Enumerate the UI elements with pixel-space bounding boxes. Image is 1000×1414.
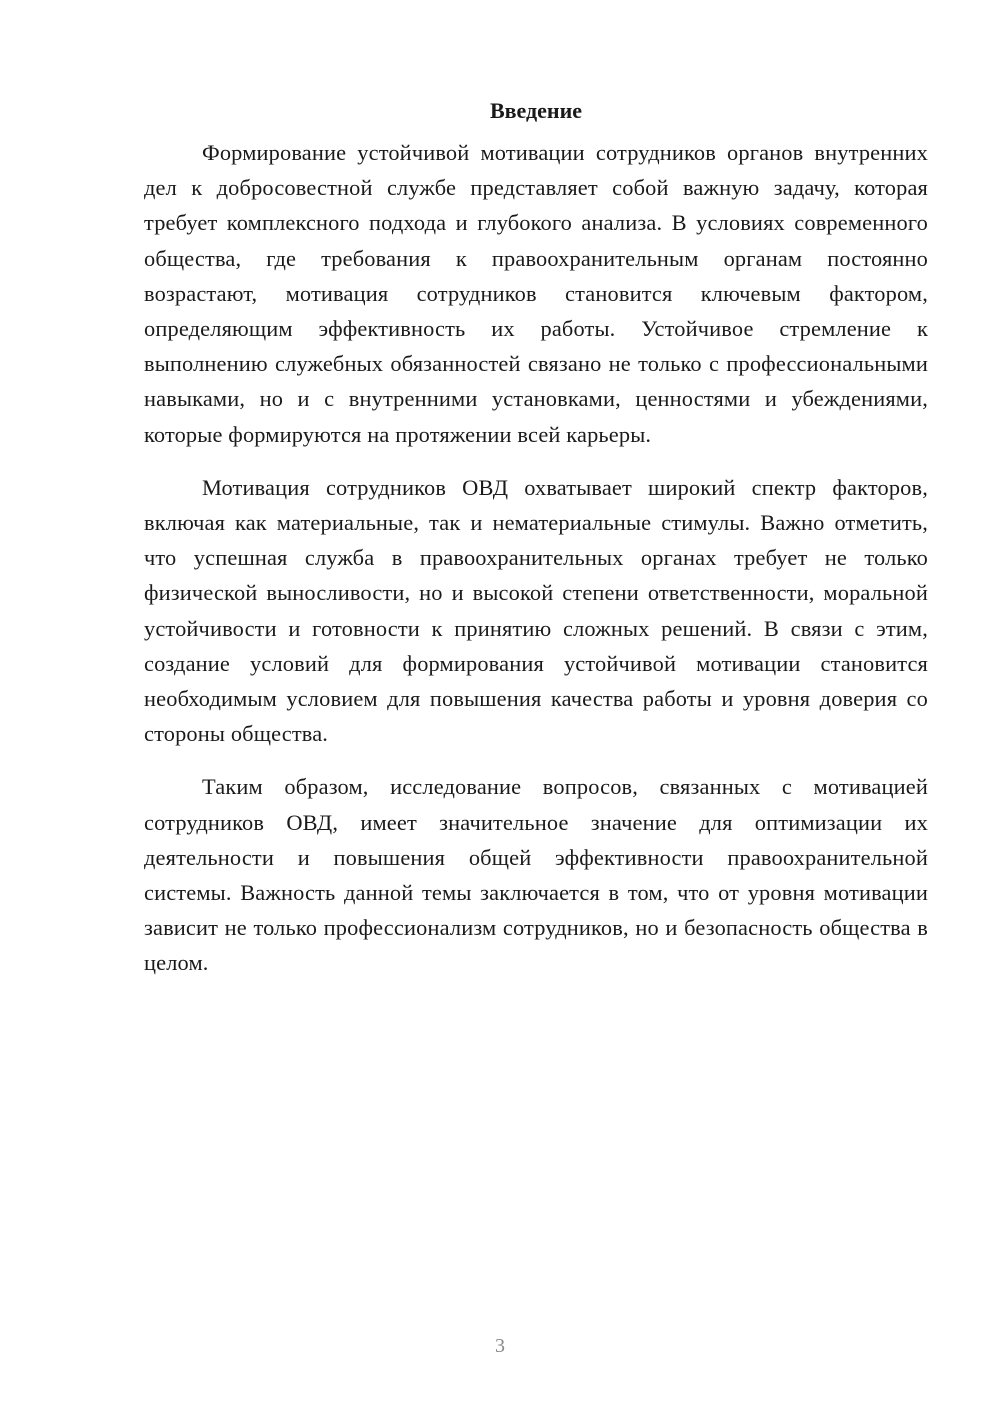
document-body: [144, 96, 928, 999]
paragraph-3: Таким образом, исследование вопросов, связанных с мотивацией сотрудников ОВД, имеет значительное значение для оптимизации их деятельности и повышения общей эффективности правоохранительной системы. Важность данной темы заключается в том, что от уровня мотивации зависит не только профессионализм сотрудников, но и безопасность общества в целом.: [144, 774, 928, 976]
paragraph-2: Мотивация сотрудников ОВД охватывает широкий спектр факторов, включая как материальные, так и нематериальные стимулы. Важно отметить, что успешная служба в правоохранительных органах требует не только физической выносливости, но и высокой степени ответственности, моральной устойчивости и готовности к принятию сложных решений. В связи с этим, создание условий для формирования устойчивой мотивации становится необходимым условием для повышения качества работы и уровня доверия со стороны общества.: [144, 474, 928, 747]
page-number: 3: [495, 1335, 505, 1357]
section-title: Введение: [489, 98, 583, 123]
paragraph-1: Формирование устойчивой мотивации сотрудников органов внутренних дел к добросовестной службе представляет собой важную задачу, которая требует комплексного подхода и глубокого анализа. В условиях современного общества, где требования к правоохранительным органам постоянно возрастают, мотивация сотрудников становится ключевым фактором, определяющим эффективность их работы. Устойчивое стремление к выполнению служебных обязанностей связано не только с профессиональными навыками, но и с внутренними установками, ценностями и убеждениями, которые формируются на протяжении всей карьеры.: [144, 140, 928, 447]
